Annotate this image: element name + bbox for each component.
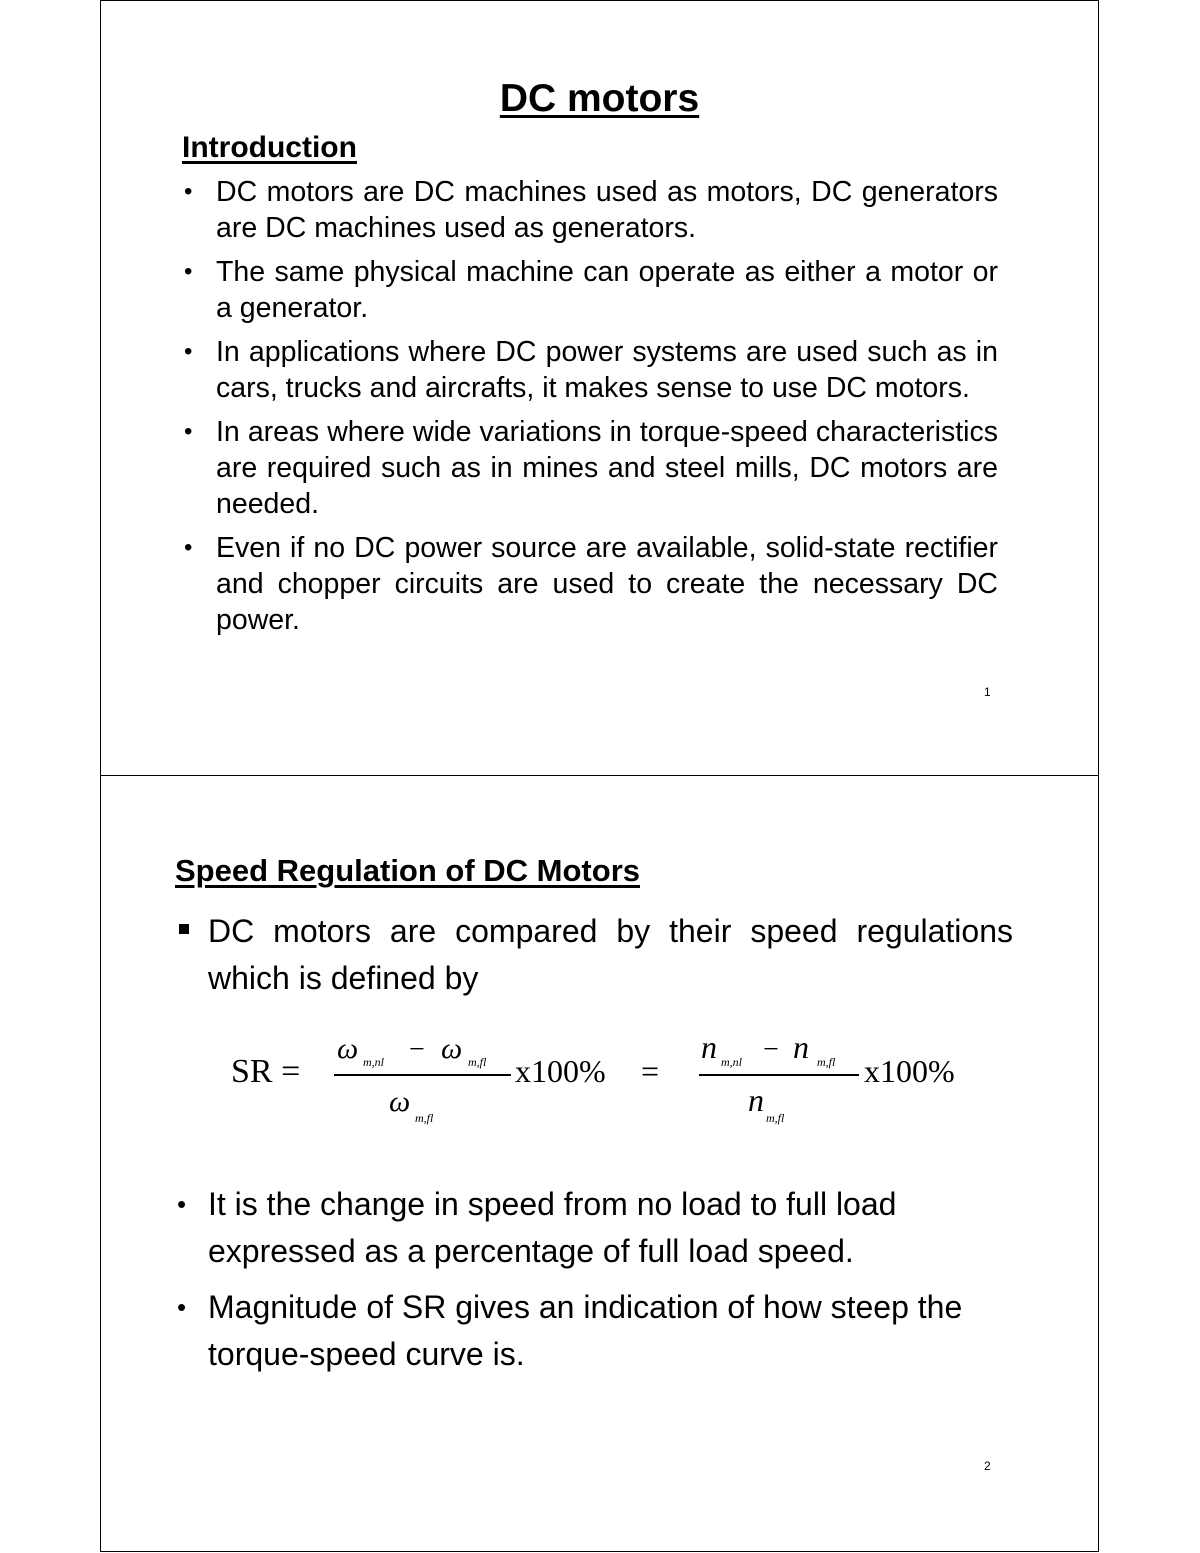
times-100-percent-1: x100% xyxy=(515,1053,606,1089)
slide-1 xyxy=(100,0,1099,777)
bullet-icon: • xyxy=(184,534,193,561)
omega-fl-denominator: ω xyxy=(389,1085,411,1118)
slide-title: Speed Regulation of DC Motors xyxy=(175,853,640,888)
sub-nl-1: m,nl xyxy=(363,1055,384,1069)
list-item: • It is the change in speed from no load to full load expressed as a percentage of full load speed. xyxy=(175,1181,1013,1275)
bullet-icon: • xyxy=(184,258,193,285)
square-bullet-icon xyxy=(179,924,189,934)
minus-2: − xyxy=(763,1034,779,1065)
section-heading-introduction: Introduction xyxy=(182,131,357,164)
minus-1: − xyxy=(409,1034,425,1065)
bullet-icon: • xyxy=(177,1292,187,1322)
sub-fl-4: m,fl xyxy=(766,1111,785,1125)
speed-regulation-formula xyxy=(101,1026,1100,1136)
n-fl: n xyxy=(793,1029,809,1065)
formula-lhs: SR = xyxy=(231,1053,301,1090)
bullet-list xyxy=(175,1181,1013,1387)
bullet-icon: • xyxy=(184,338,193,365)
intro-paragraph: DC motors are compared by their speed regulations which is defined by xyxy=(175,908,1013,1002)
equals-sign: = xyxy=(641,1053,660,1089)
page-number: 2 xyxy=(984,1459,991,1473)
bullet-list xyxy=(182,174,998,646)
omega-nl: ω xyxy=(337,1032,359,1065)
list-item: • In applications where DC power systems are used such as in cars, trucks and aircrafts, it makes sense to use DC motors. xyxy=(184,336,998,404)
times-100-percent-2: x100% xyxy=(864,1053,955,1089)
slide-2 xyxy=(100,775,1099,1552)
sub-nl-2: m,nl xyxy=(721,1055,742,1069)
list-item: • In areas where wide variations in torque-speed characteristics are required such as in mines and steel mills, DC motors are needed. xyxy=(184,416,998,520)
n-fl-denominator: n xyxy=(748,1082,764,1118)
list-item: • The same physical machine can operate as either a motor or a generator. xyxy=(184,256,998,324)
sub-fl-3: m,fl xyxy=(817,1055,836,1069)
bullet-icon: • xyxy=(184,178,193,205)
slide-title: DC motors xyxy=(499,77,700,120)
list-item: • Magnitude of SR gives an indication of how steep the torque-speed curve is. xyxy=(175,1284,1013,1378)
n-nl: n xyxy=(701,1029,717,1065)
bullet-icon: • xyxy=(184,418,193,445)
list-item: • DC motors are DC machines used as motors, DC generators are DC machines used as generators. xyxy=(184,176,998,244)
sub-fl-2: m,fl xyxy=(415,1111,434,1125)
list-item: • Even if no DC power source are available, solid-state rectifier and chopper circuits are used to create the necessary DC power. xyxy=(184,532,998,636)
page-number: 1 xyxy=(984,685,991,699)
omega-fl: ω xyxy=(441,1032,463,1065)
bullet-icon: • xyxy=(177,1189,187,1219)
sub-fl-1: m,fl xyxy=(468,1055,487,1069)
